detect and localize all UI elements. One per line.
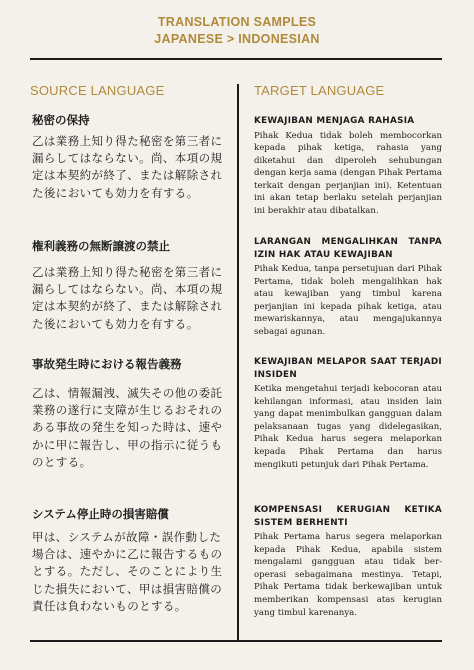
target-text: Pihak Kedua, tanpa persetujuan dari Pihak Pertama, tidak boleh mengalihkan hak atau kewajiban yang timbul karena perjanjian ini kepada pihak ketiga, atau mewariskannya, atau mengajukannya sebagai agunan. <box>254 264 442 337</box>
source-section-confidentiality <box>32 113 228 202</box>
source-text <box>32 529 228 615</box>
source-line: 乙は業務上知り得た秘密を第三者に <box>32 265 223 279</box>
source-line: 業務の遂行に支障が生じるおそれの <box>32 403 223 418</box>
target-heading: KEWAJIBAN MELAPOR SAAT TERJADI INSIDEN <box>254 357 442 380</box>
header-title: TRANSLATION SAMPLES <box>157 15 317 29</box>
source-line: ある事故の発生を知った時は、速や <box>32 420 223 435</box>
target-section-incident <box>254 356 442 471</box>
source-line: かに甲に報告し、甲の指示に従うも <box>32 437 223 452</box>
source-line: 定は本契約が終了、または解除され <box>32 299 223 314</box>
source-text <box>32 385 228 471</box>
target-heading: LARANGAN MENGALIHKAN TANPA IZIN HAK ATAU KEWAJIBAN <box>254 237 442 260</box>
source-line: 定は本契約が終了、または解除され <box>32 168 223 183</box>
source-heading: 秘密の保持 <box>32 113 90 127</box>
source-heading: システム停止時の損害賠償 <box>32 507 169 521</box>
source-heading: 事故発生時における報告義務 <box>32 357 182 371</box>
column-divider <box>237 84 239 640</box>
source-line: じた損失において、甲は損害賠償の <box>32 581 223 596</box>
target-section-assignment <box>254 236 442 339</box>
source-line: た後においても効力を有する。 <box>32 185 199 200</box>
target-section-system-failure <box>254 504 442 619</box>
target-text: Pihak Kedua tidak boleh membocorkan kepada pihak ketiga, rahasia yang diketahui dan diperoleh sehubungan dengan kerja sama (dengan Pihak Pertama terkait dengan perjanjian ini). Ketentuan ini akan tetap berlaku setelah perjanjian ini berakhir atau dibatalkan. <box>254 130 442 217</box>
source-line: 責任は負わないものとする。 <box>32 598 187 613</box>
source-line: のとする。 <box>32 454 92 469</box>
source-line: とする。ただし、そのことにより生 <box>32 564 223 579</box>
source-line: 乙は業務上知り得た秘密を第三者に <box>32 134 223 148</box>
header-subtitle: JAPANESE > INDONESIAN <box>154 32 320 46</box>
source-section-system-failure <box>32 507 228 615</box>
target-text: Pihak Pertama harus segera melaporkan kepada Pihak Kedua, apabila sistem mengalami gangguan atau tidak ber-operasi sebagaimana mestinya. Tetapi, Pihak Pertama tidak berkewajiban untuk memberikan kompensasi atas kerugian yang timbul karenanya. <box>254 532 442 618</box>
source-line: 漏らしてはならない。尚、本項の規 <box>32 282 223 297</box>
target-section-confidentiality <box>254 115 442 218</box>
target-text: Ketika mengetahui terjadi kebocoran atau kehilangan informasi, atau insiden lain yang dapat menimbulkan gangguan dalam pelaksanaan tugas yang didelegasikan, Pihak Kedua harus segera melaporkan kepada Pihak Pertama dan harus mengikuti petunjuk dari Pihak Pertama. <box>254 384 442 470</box>
source-line: た後においても効力を有する。 <box>32 316 199 331</box>
source-text <box>32 264 228 333</box>
source-line: 甲は、システムが故障・誤作動した <box>32 530 222 544</box>
source-heading: 権利義務の無断譲渡の禁止 <box>32 239 170 253</box>
source-section-incident <box>32 357 228 471</box>
source-text <box>32 133 228 202</box>
source-column-title: SOURCE LANGUAGE <box>30 83 165 98</box>
target-column-title: TARGET LANGUAGE <box>254 83 385 98</box>
source-line: 場合は、速やかに乙に報告するもの <box>32 547 223 562</box>
source-section-assignment <box>32 239 228 333</box>
source-line: 乙は、情報漏洩、滅失その他の委託 <box>32 386 223 400</box>
top-rule <box>30 58 442 60</box>
document-header <box>0 14 474 48</box>
bottom-rule <box>30 640 442 642</box>
target-heading: KEWAJIBAN MENJAGA RAHASIA <box>254 116 415 126</box>
target-heading: KOMPENSASI KERUGIAN KETIKA SISTEM BERHENTI <box>254 505 442 528</box>
source-line: 漏らしてはならない。尚、本項の規 <box>32 151 223 166</box>
